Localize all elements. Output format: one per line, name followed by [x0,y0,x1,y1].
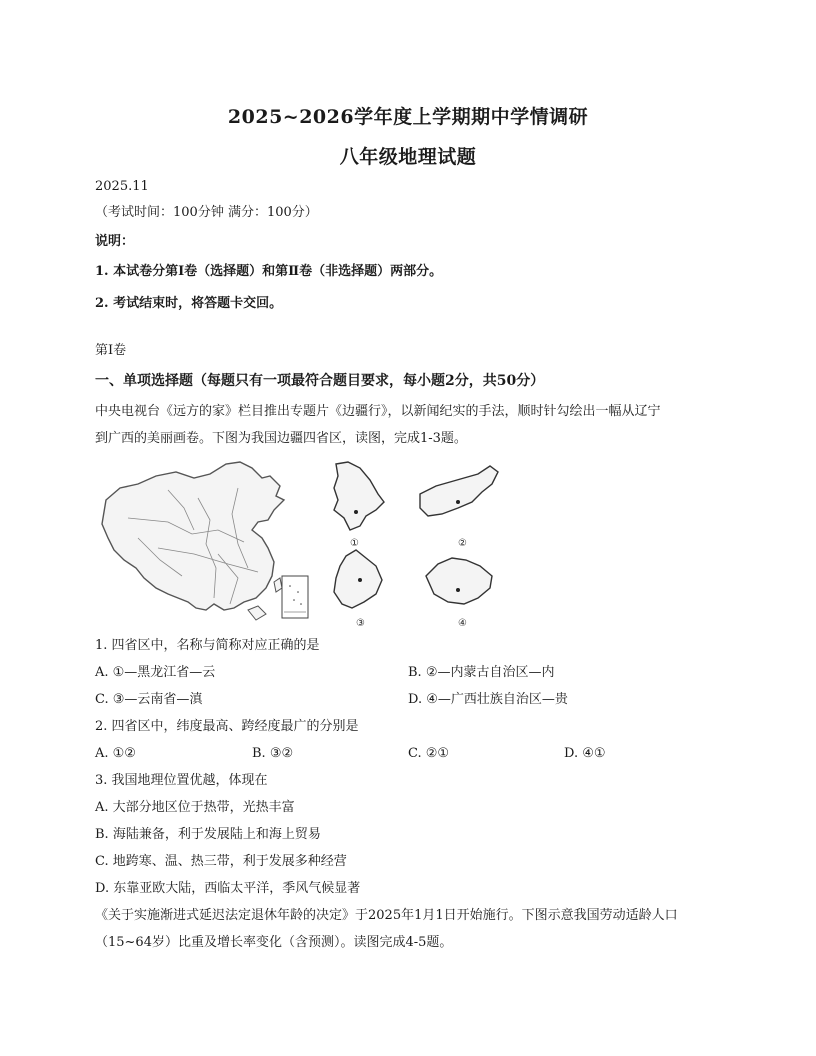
q2-option-c[interactable]: C. ②① [408,746,450,761]
exam-subtitle: 八年级地理试题 [339,146,477,168]
intro-paragraph: 中央电视台《远方的家》栏目推出专题片《边疆行》，以新闻纪实的手法，顺时针勾绘出一幅从辽宁 [95,404,661,419]
q2-option-b[interactable]: B. ③② [252,746,294,761]
instruction-item: 1. 本试卷分第Ⅰ卷（选择题）和第Ⅱ卷（非选择题）两部分。 [95,264,443,279]
next-intro-paragraph: （15~64岁）比重及增长率变化（含预测）。读图完成4-5题。 [95,935,453,950]
instructions-heading: 说明： [95,234,135,249]
province-1-label: ① [350,538,359,549]
part-label: 第Ⅰ卷 [95,343,127,358]
province-map-3 [334,550,382,629]
instruction-item: 2. 考试结束时，将答题卡交回。 [95,296,283,311]
south-china-sea-inset [282,576,308,618]
province-map-2 [420,466,498,549]
q3-option-b[interactable]: B. 海陆兼备，利于发展陆上和海上贸易 [95,827,321,842]
q3-option-a[interactable]: A. 大部分地区位于热带，光热丰富 [95,800,295,815]
province-map-1 [334,462,384,549]
q2-option-a[interactable]: A. ①② [95,746,136,761]
province-4-label: ④ [458,618,467,629]
exam-title: 2025~2026学年度上学期期中学情调研 [227,106,589,128]
question-2-stem: 2. 四省区中，纬度最高、跨经度最广的分别是 [95,719,359,734]
province-maps-figure [98,458,528,630]
q1-option-c[interactable]: C. ③—云南省—滇 [95,692,203,707]
question-1-stem: 1. 四省区中，名称与简称对应正确的是 [95,638,320,653]
section-heading: 一、单项选择题（每题只有一项最符合题目要求，每小题2分，共50分） [95,373,545,389]
q1-option-b[interactable]: B. ②—内蒙古自治区—内 [408,665,555,680]
province-3-label: ③ [356,618,365,629]
next-intro-paragraph: 《关于实施渐进式延迟法定退休年龄的决定》于2025年1月1日开始施行。下图示意我国劳动适龄人口 [95,908,678,923]
q3-option-d[interactable]: D. 东靠亚欧大陆，西临太平洋，季风气候显著 [95,881,361,896]
q3-option-c[interactable]: C. 地跨寒、温、热三带，利于发展多种经营 [95,854,347,869]
province-2-label: ② [458,538,467,549]
question-3-stem: 3. 我国地理位置优越，体现在 [95,773,268,788]
province-map-4 [426,558,492,629]
intro-paragraph: 到广西的美丽画卷。下图为我国边疆四省区，读图，完成1-3题。 [95,431,467,446]
china-map [102,462,284,620]
q1-option-a[interactable]: A. ①—黑龙江省—云 [95,665,216,680]
exam-date: 2025.11 [95,179,149,194]
exam-info: （考试时间：100分钟 满分：100分） [95,205,318,220]
q2-option-d[interactable]: D. ④① [564,746,606,761]
q1-option-d[interactable]: D. ④—广西壮族自治区—贵 [408,692,568,707]
